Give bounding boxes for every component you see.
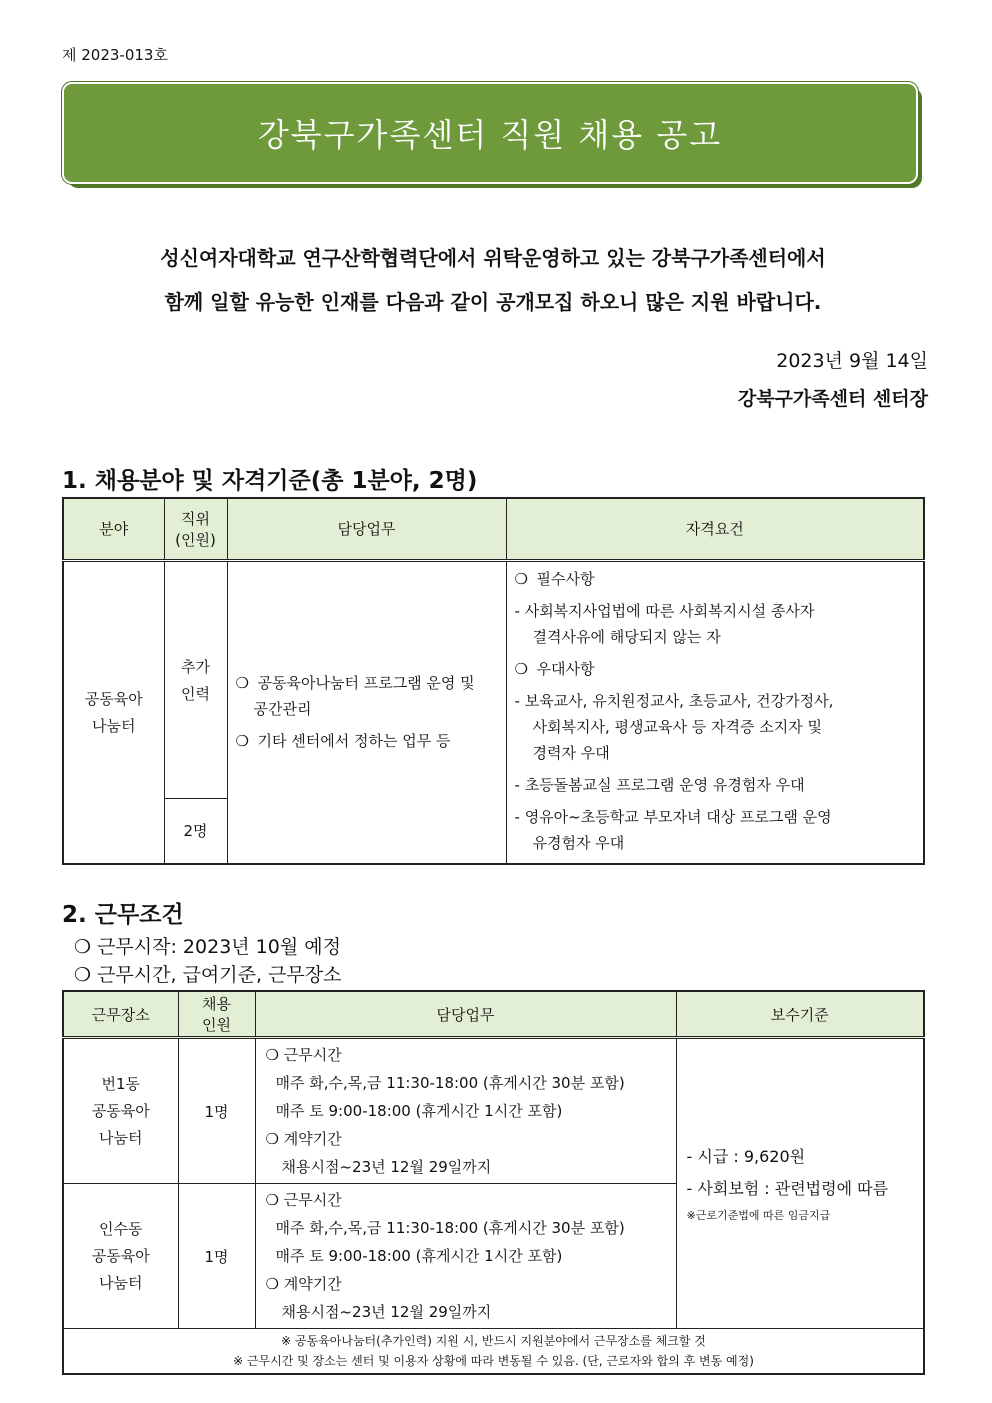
field-cell bbox=[63, 560, 164, 864]
social-insurance: - 사회보험 : 관련법령에 따름 bbox=[686, 1178, 889, 1198]
circle-bullet-icon: ❍ bbox=[235, 732, 249, 751]
duty-item-cont: 공간관리 bbox=[253, 700, 312, 719]
contract-title: ❍ 계약기간 bbox=[265, 1130, 342, 1148]
hire-count-cell: 1명 bbox=[178, 1184, 255, 1329]
field-line1: 공동육아 bbox=[84, 690, 143, 709]
contract-title: ❍ 계약기간 bbox=[265, 1275, 342, 1293]
section-2-title: 2. 근무조건 bbox=[62, 902, 184, 928]
duty-item-text: 기타 센터에서 정하는 업무 등 bbox=[257, 732, 451, 751]
note-line: ※ 공동육아나눔터(추가인력) 지원 시, 반드시 지원분야에서 근무장소를 체크할 것 bbox=[281, 1334, 706, 1348]
circle-bullet-icon: ❍ bbox=[514, 659, 528, 678]
place-line3: 나눔터 bbox=[99, 1273, 143, 1292]
work-hours-weekday: 매주 화,수,목,금 11:30-18:00 (휴게시간 30분 포함) bbox=[275, 1219, 625, 1237]
header-position-line1: 직위 bbox=[181, 509, 210, 528]
pay-note: ※근로기준법에 따른 임금지급 bbox=[686, 1208, 831, 1222]
work-hours-weekday: 매주 화,수,목,금 11:30-18:00 (휴게시간 30분 포함) bbox=[275, 1074, 625, 1092]
qualification-cell bbox=[506, 560, 924, 864]
place-line2: 공동육아 bbox=[91, 1246, 150, 1265]
header-place: 근무장소 bbox=[63, 991, 178, 1038]
duty-cell bbox=[227, 560, 506, 864]
required-item: - 사회복지사업법에 따른 사회복지시설 종사자 bbox=[514, 601, 815, 620]
header-position bbox=[164, 498, 227, 560]
place-cell bbox=[63, 1184, 178, 1329]
header-hire-line2: 인원 bbox=[202, 1016, 231, 1034]
place-line1: 번1동 bbox=[101, 1074, 141, 1093]
place-line3: 나눔터 bbox=[99, 1128, 143, 1147]
work-hours-title: ❍ 근무시간 bbox=[265, 1046, 342, 1064]
signer: 강북구가족센터 센터장 bbox=[737, 388, 928, 410]
position-cell bbox=[164, 560, 227, 798]
note-line: ※ 근무시간 및 장소는 센터 및 이용자 상황에 따라 변동될 수 있음. (단, 근로자와 합의 후 변동 예정) bbox=[233, 1354, 754, 1368]
preferred-item: - 영유아~초등학교 부모자녀 대상 프로그램 운영 bbox=[514, 807, 832, 826]
position-line2: 인력 bbox=[181, 684, 210, 703]
table-notes bbox=[63, 1329, 924, 1375]
hire-count-cell: 1명 bbox=[178, 1038, 255, 1184]
position-line1: 추가 bbox=[181, 657, 210, 676]
pay-cell bbox=[676, 1038, 924, 1329]
duty-item bbox=[236, 728, 498, 754]
contract-period: 채용시점~23년 12월 29일까지 bbox=[281, 1158, 492, 1176]
work-hours-title: ❍ 근무시간 bbox=[265, 1191, 342, 1209]
schedule-cell bbox=[255, 1184, 676, 1329]
preferred-item-cont: 사회복지사, 평생교육사 등 자격증 소지자 및 bbox=[532, 717, 822, 736]
intro-line-1: 성신여자대학교 연구산학협력단에서 위탁운영하고 있는 강북구가족센터에서 bbox=[160, 246, 826, 270]
intro-line-2: 함께 일할 유능한 인재를 다음과 같이 공개모집 하오니 많은 지원 바랍니다. bbox=[164, 290, 822, 314]
field-line2: 나눔터 bbox=[92, 717, 136, 736]
contract-period: 채용시점~23년 12월 29일까지 bbox=[281, 1303, 492, 1321]
required-item-cont: 결격사유에 해당되지 않는 자 bbox=[532, 627, 721, 646]
hourly-wage: - 시급 : 9,620원 bbox=[686, 1146, 806, 1166]
recruitment-table bbox=[62, 497, 925, 865]
place-line2: 공동육아 bbox=[91, 1101, 150, 1120]
header-field: 분야 bbox=[63, 498, 164, 560]
banner-box bbox=[62, 82, 918, 184]
required-title: ❍ 필수사항 bbox=[515, 566, 916, 592]
intro-paragraph bbox=[62, 236, 924, 324]
page-title: 강북구가족센터 직원 채용 공고 bbox=[257, 116, 723, 154]
preferred-item: - 초등돌봄교실 프로그램 운영 유경험자 우대 bbox=[514, 775, 805, 794]
circle-bullet-icon: ❍ bbox=[235, 674, 249, 693]
header-hire-line1: 채용 bbox=[202, 995, 231, 1013]
header-position-line2: (인원) bbox=[175, 530, 216, 549]
duty-item bbox=[236, 670, 498, 722]
schedule-cell bbox=[255, 1038, 676, 1184]
work-conditions-table bbox=[62, 990, 925, 1375]
count-cell: 2명 bbox=[164, 798, 227, 864]
place-cell bbox=[63, 1038, 178, 1184]
header-duty: 담당업무 bbox=[227, 498, 506, 560]
section-1-title: 1. 채용분야 및 자격기준(총 1분야, 2명) bbox=[62, 468, 478, 494]
work-start-condition: ❍ 근무시작: 2023년 10월 예정 bbox=[74, 936, 341, 958]
preferred-item: - 보육교사, 유치원정교사, 초등교사, 건강가정사, bbox=[514, 691, 834, 710]
place-line1: 인수동 bbox=[99, 1219, 143, 1238]
header-duty: 담당업무 bbox=[255, 991, 676, 1038]
header-hire bbox=[178, 991, 255, 1038]
duty-item-text: 공동육아나눔터 프로그램 운영 및 bbox=[257, 674, 475, 693]
document-number: 제 2023-013호 bbox=[62, 46, 168, 64]
announcement-date: 2023년 9월 14일 bbox=[776, 350, 928, 372]
preferred-item-cont: 경력자 우대 bbox=[532, 743, 610, 762]
preferred-title: ❍ 우대사항 bbox=[515, 656, 916, 682]
circle-bullet-icon: ❍ bbox=[514, 569, 528, 588]
header-pay: 보수기준 bbox=[676, 991, 924, 1038]
title-banner bbox=[62, 82, 924, 190]
work-hours-saturday: 매주 토 9:00-18:00 (휴게시간 1시간 포함) bbox=[275, 1102, 563, 1120]
work-hours-saturday: 매주 토 9:00-18:00 (휴게시간 1시간 포함) bbox=[275, 1247, 563, 1265]
preferred-item-cont: 유경험자 우대 bbox=[532, 833, 625, 852]
header-qualification: 자격요건 bbox=[506, 498, 924, 560]
work-condition-heading: ❍ 근무시간, 급여기준, 근무장소 bbox=[74, 964, 342, 986]
